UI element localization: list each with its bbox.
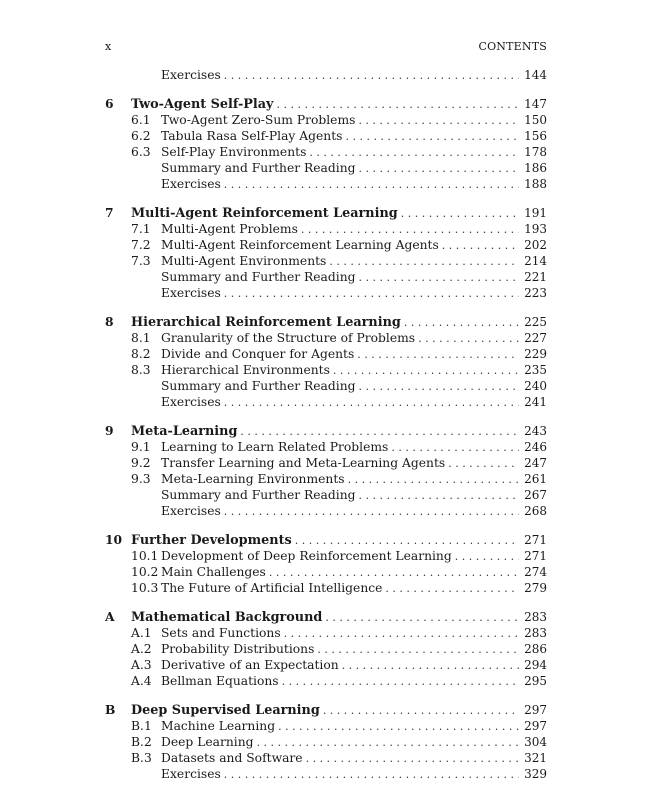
dot-leader (357, 347, 519, 363)
running-head: CONTENTS (478, 40, 547, 53)
toc-page-number: 147 (524, 97, 547, 111)
toc-entry (161, 503, 547, 520)
toc-page-number: 279 (524, 581, 547, 595)
toc-section-row[interactable] (105, 253, 547, 269)
toc-section-row[interactable] (105, 625, 547, 641)
toc-entry-number: 10 (105, 532, 123, 547)
toc-page-number: 304 (524, 735, 547, 749)
toc-section-row[interactable] (105, 362, 547, 378)
toc-entry-title: Exercises (161, 286, 221, 300)
toc-entry-title: Meta-Learning Environments (161, 472, 345, 486)
toc-entry-number: A.4 (131, 674, 152, 688)
dot-leader (224, 68, 519, 84)
toc-extra-row[interactable] (105, 285, 547, 301)
toc-entry-title: Derivative of an Expectation (161, 658, 339, 672)
toc-entry-number: 10.3 (131, 581, 159, 595)
toc-page-number: 229 (524, 347, 547, 361)
dot-leader (325, 610, 519, 626)
dot-leader (224, 177, 519, 193)
toc-page-number: 227 (524, 331, 547, 345)
toc-extra-row[interactable] (105, 378, 547, 394)
toc-section-row[interactable] (105, 657, 547, 673)
toc-entry-number: B (105, 702, 116, 717)
toc-entry-title: The Future of Artificial Intelligence (161, 581, 383, 595)
toc-section-row[interactable] (105, 455, 547, 471)
toc-entry-title: Two-Agent Zero-Sum Problems (161, 113, 356, 127)
toc-page-number: 246 (524, 440, 547, 454)
toc-entry-title: Probability Distributions (161, 642, 315, 656)
toc-entry-number: 8.2 (131, 347, 151, 361)
toc-entry-title: Datasets and Software (161, 751, 303, 765)
toc-page-number: 191 (524, 206, 547, 220)
toc-page-number: 294 (524, 658, 547, 672)
toc-section-row[interactable] (105, 673, 547, 689)
toc-extra-row[interactable] (105, 269, 547, 285)
toc-entry-title: Summary and Further Reading (161, 488, 356, 502)
toc-page-number: 225 (524, 315, 547, 329)
dot-leader (391, 440, 519, 456)
toc-entry-number: 8 (105, 314, 114, 329)
toc-page-number: 188 (524, 177, 547, 191)
toc-entry-title: Multi-Agent Reinforcement Learning Agents (161, 238, 439, 252)
toc-entry-title: Self-Play Environments (161, 145, 307, 159)
dot-leader (284, 626, 519, 642)
page-number: x (105, 40, 112, 53)
toc-extra-row[interactable] (105, 487, 547, 503)
toc-entry-number: 8.1 (131, 331, 151, 345)
toc-entry-title: Exercises (161, 177, 221, 191)
toc-section-row[interactable] (105, 548, 547, 564)
dot-leader (317, 642, 519, 658)
toc-entry (161, 237, 547, 254)
toc-page-number: 267 (524, 488, 547, 502)
toc-entry (161, 176, 547, 193)
toc-entry-number: 10.2 (131, 565, 159, 579)
toc-page-number: 144 (524, 68, 547, 82)
toc-chapter-row[interactable] (105, 609, 547, 625)
toc-entry (161, 657, 547, 674)
toc-entry-title: Transfer Learning and Meta-Learning Agents (161, 456, 446, 470)
dot-leader (345, 129, 519, 145)
toc-page-number: 247 (524, 456, 547, 470)
dot-leader (385, 581, 519, 597)
dot-leader (282, 674, 519, 690)
toc-entry-title: Machine Learning (161, 719, 276, 733)
toc-page-number: 150 (524, 113, 547, 127)
toc-page-number: 221 (524, 270, 547, 284)
toc-page-number: 261 (524, 472, 547, 486)
toc-section-row[interactable] (105, 330, 547, 346)
toc-entry (161, 487, 547, 504)
toc-entry (131, 609, 547, 626)
dot-leader (358, 270, 519, 286)
toc-entry-number: 10.1 (131, 549, 159, 563)
toc-entry (161, 362, 547, 379)
toc-extra-row[interactable] (105, 503, 547, 519)
toc-page-number: 286 (524, 642, 547, 656)
toc-page-number: 243 (524, 424, 547, 438)
toc-page-number: 295 (524, 674, 547, 688)
toc-page-number: 271 (524, 549, 547, 563)
toc-entry-number: A (105, 609, 115, 624)
toc-chapter-row[interactable] (105, 205, 547, 221)
toc-page-number: 193 (524, 222, 547, 236)
toc-entry-title: Divide and Conquer for Agents (161, 347, 355, 361)
dot-leader (309, 145, 519, 161)
toc-entry-title: Sets and Functions (161, 626, 281, 640)
toc-entry (161, 625, 547, 642)
dot-leader (224, 504, 519, 520)
toc-page-number: 214 (524, 254, 547, 268)
toc-section-row[interactable] (105, 112, 547, 128)
toc-entry-title: Main Challenges (161, 565, 266, 579)
toc-entry-number: A.2 (131, 642, 152, 656)
toc-section-row[interactable] (105, 471, 547, 487)
toc-entry-number: 7.3 (131, 254, 151, 268)
toc-entry-title: Tabula Rasa Self-Play Agents (161, 129, 343, 143)
dot-leader (455, 549, 519, 565)
toc-entry-number: 6.3 (131, 145, 151, 159)
toc-entry (161, 378, 547, 395)
toc-entry-title: Exercises (161, 767, 221, 781)
dot-leader (329, 254, 519, 270)
dot-leader (240, 424, 519, 440)
toc-entry-number: 9.2 (131, 456, 151, 470)
toc-entry-title: Hierarchical Environments (161, 363, 330, 377)
toc-entry-number: 6 (105, 96, 114, 111)
toc-entry-title: Deep Supervised Learning (131, 703, 320, 718)
toc-entry-title: Exercises (161, 68, 221, 82)
toc-entry (161, 253, 547, 270)
toc-entry-title: Multi-Agent Reinforcement Learning (131, 206, 398, 221)
toc-entry-title: Further Developments (131, 533, 292, 548)
toc-page-number: 240 (524, 379, 547, 393)
toc-entry (161, 564, 547, 581)
dot-leader (323, 703, 519, 719)
toc-page-number: 156 (524, 129, 547, 143)
toc-chapter-row[interactable] (105, 702, 547, 718)
toc-section-row[interactable] (105, 439, 547, 455)
toc-entry (161, 439, 547, 456)
toc-page-number: 297 (524, 703, 547, 717)
toc-entry-number: 7.1 (131, 222, 151, 236)
toc-entry (161, 128, 547, 145)
toc-page-number: 321 (524, 751, 547, 765)
toc-entry-number: 7 (105, 205, 114, 220)
toc-section-row[interactable] (105, 564, 547, 580)
toc-entry (161, 160, 547, 177)
toc-entry (161, 580, 547, 597)
toc-entry (161, 734, 547, 751)
toc-entry (131, 702, 547, 719)
toc-page-number: 329 (524, 767, 547, 781)
toc-entry-title: Multi-Agent Environments (161, 254, 327, 268)
toc-section-row[interactable] (105, 718, 547, 734)
toc-entry-title: Hierarchical Reinforcement Learning (131, 315, 401, 330)
dot-leader (348, 472, 520, 488)
toc-chapter-row[interactable] (105, 423, 547, 439)
toc-entry-title: Exercises (161, 504, 221, 518)
toc-page-number: 186 (524, 161, 547, 175)
toc-section-row[interactable] (105, 580, 547, 596)
dot-leader (448, 456, 519, 472)
toc-section-row[interactable] (105, 641, 547, 657)
toc-entry (161, 144, 547, 161)
toc-entry-number: 8.3 (131, 363, 151, 377)
toc-entry-title: Exercises (161, 395, 221, 409)
toc-entry-number: 6.2 (131, 129, 151, 143)
toc-section-row[interactable] (105, 734, 547, 750)
toc-chapter-row[interactable] (105, 96, 547, 112)
toc-section-row[interactable] (105, 221, 547, 237)
toc-entry-number: A.3 (131, 658, 152, 672)
toc-section-row[interactable] (105, 346, 547, 362)
toc-section-row[interactable] (105, 750, 547, 766)
toc-section-row[interactable] (105, 237, 547, 253)
toc-extra-row[interactable] (105, 766, 547, 782)
toc-extra-row[interactable] (105, 176, 547, 192)
dot-leader (358, 113, 519, 129)
toc-entry (131, 96, 547, 113)
toc-page-number: 283 (524, 626, 547, 640)
toc-entry-title: Bellman Equations (161, 674, 279, 688)
toc-entry-number: 9.1 (131, 440, 151, 454)
toc-entry (161, 766, 547, 783)
toc-entry-title: Summary and Further Reading (161, 161, 356, 175)
dot-leader (295, 533, 519, 549)
toc-entry-number: 6.1 (131, 113, 151, 127)
toc-page-number: 268 (524, 504, 547, 518)
dot-leader (269, 565, 519, 581)
toc-extra-row[interactable] (105, 394, 547, 410)
toc-entry-title: Development of Deep Reinforcement Learning (161, 549, 452, 563)
toc-entry-number: B.2 (131, 735, 152, 749)
toc-entry-number: 7.2 (131, 238, 151, 252)
toc-entry (161, 112, 547, 129)
toc-entry (161, 673, 547, 690)
toc-entry-title: Learning to Learn Related Problems (161, 440, 389, 454)
toc-entry-title: Granularity of the Structure of Problems (161, 331, 416, 345)
toc-page-number: 235 (524, 363, 547, 377)
toc-entry-number: B.3 (131, 751, 152, 765)
toc-page-number: 223 (524, 286, 547, 300)
toc-chapter-row[interactable] (105, 314, 547, 330)
toc-entry (131, 314, 547, 331)
dot-leader (224, 395, 519, 411)
toc-entry (161, 641, 547, 658)
toc-entry (161, 471, 547, 488)
toc-entry (161, 346, 547, 363)
toc-page-number: 202 (524, 238, 547, 252)
toc-page-number: 271 (524, 533, 547, 547)
toc-entry (161, 67, 547, 84)
toc-entry (161, 548, 547, 565)
toc-entry-number: 9 (105, 423, 114, 438)
toc-page-number: 274 (524, 565, 547, 579)
toc-chapter-row[interactable] (105, 532, 547, 548)
toc-entry (161, 330, 547, 347)
dot-leader (418, 331, 519, 347)
toc-entry (161, 718, 547, 735)
toc-page-number: 241 (524, 395, 547, 409)
dot-leader (401, 206, 519, 222)
dot-leader (278, 719, 519, 735)
toc-entry-title: Summary and Further Reading (161, 379, 356, 393)
dot-leader (358, 379, 519, 395)
toc-page-number: 297 (524, 719, 547, 733)
toc-entry-title: Multi-Agent Problems (161, 222, 298, 236)
dot-leader (404, 315, 519, 331)
dot-leader (224, 767, 519, 783)
toc-entry (161, 269, 547, 286)
dot-leader (333, 363, 519, 379)
dot-leader (276, 97, 519, 113)
toc-entry (131, 423, 547, 440)
toc-entry (161, 221, 547, 238)
toc-entry (161, 394, 547, 411)
toc-entry-number: A.1 (131, 626, 152, 640)
dot-leader (442, 238, 519, 254)
toc-entry (161, 750, 547, 767)
toc-entry-title: Meta-Learning (131, 424, 238, 439)
dot-leader (224, 286, 519, 302)
toc-entry (161, 285, 547, 302)
dot-leader (342, 658, 519, 674)
dot-leader (257, 735, 520, 751)
toc-page-number: 178 (524, 145, 547, 159)
page-header (105, 40, 547, 56)
dot-leader (358, 488, 519, 504)
dot-leader (306, 751, 520, 767)
toc-entry-number: B.1 (131, 719, 152, 733)
dot-leader (301, 222, 519, 238)
toc-entry (131, 532, 547, 549)
toc-entry-title: Mathematical Background (131, 610, 323, 625)
toc-extra-row[interactable] (105, 160, 547, 176)
toc-entry (161, 455, 547, 472)
toc-page-number: 283 (524, 610, 547, 624)
dot-leader (358, 161, 519, 177)
toc-entry-number: 9.3 (131, 472, 151, 486)
toc-entry-title: Deep Learning (161, 735, 254, 749)
toc-entry-title: Summary and Further Reading (161, 270, 356, 284)
toc-section-row[interactable] (105, 128, 547, 144)
toc-extra-row[interactable] (105, 67, 547, 83)
toc-entry-title: Two-Agent Self-Play (131, 97, 274, 112)
toc-section-row[interactable] (105, 144, 547, 160)
toc-entry (131, 205, 547, 222)
